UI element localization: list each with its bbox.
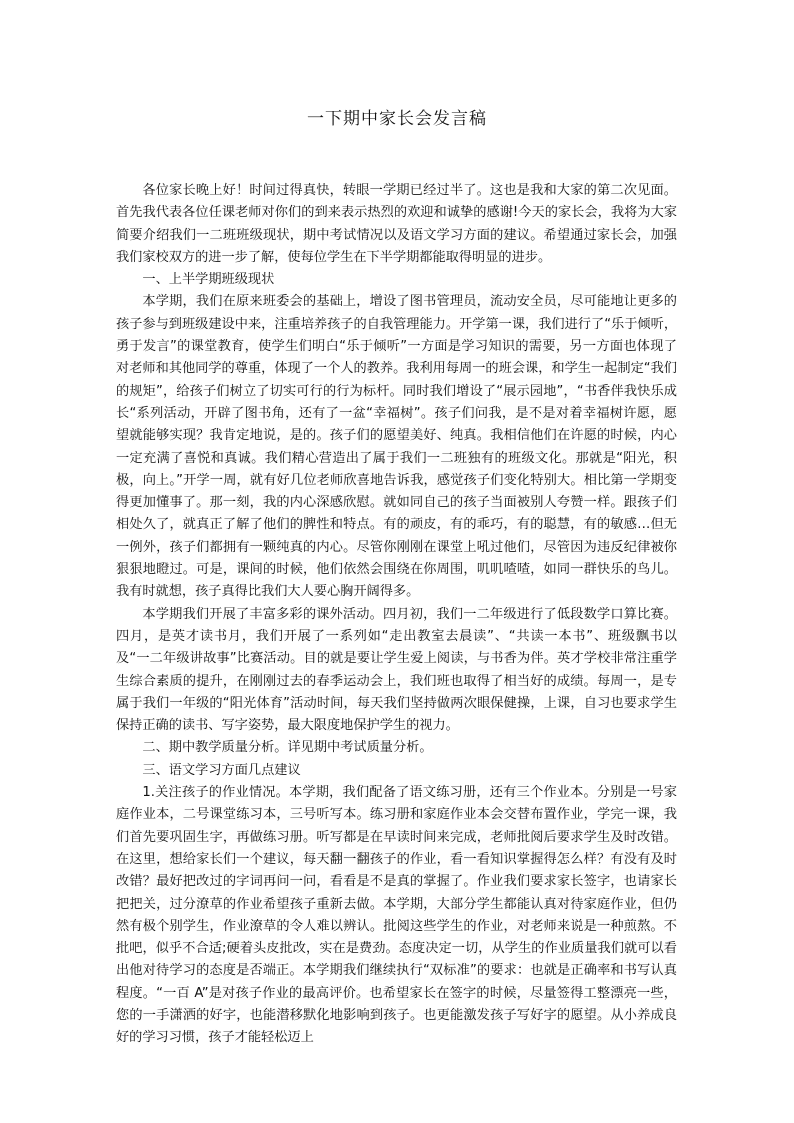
paragraph-greeting: 各位家长晚上好！时间过得真快，转眼一学期已经过半了。这也是我和大家的第二次见面。首先我代表各位任课老师对你们的到来表示热烈的欢迎和诚挚的感谢!今天的家长会，我将为大家简要介绍我们一二班班级现状，期中考试情况以及语文学习方面的建议。希望通过家长会，加强我们家校双方的进一步了解，使每位学生在下半学期都能取得明显的进步。 xyxy=(116,183,677,265)
paragraph-class-status: 本学期，我们在原来班委会的基础上，增设了图书管理员，流动安全员，尽可能地让更多的孩子参与到班级建设中来，注重培养孩子的自我管理能力。开学第一课，我们进行了“乐于倾听，勇于发言”的课堂教育，使学生们明白“乐于倾听”一方面是学习知识的需要，另一方面也体现了对老师和其他同学的尊重，体现了一个人的教养。我利用每周一的班会课，和学生一起制定“我们的规矩”，给孩子们树立了切实可行的行为标杆。同时我们增设了“展示园地”，“书香伴我快乐成长“系列活动，开辟了图书角，还有了一盆“幸福树”。孩子们问我，是不是对着幸福树许愿，愿望就能够实现？我肯定地说，是的。孩子们的愿望美好、纯真。我相信他们在许愿的时候，内心一定充满了喜悦和真诚。我们精心营造出了属于我们一二班独有的班级文化。那就是“阳光，积极，向上。”开学一周，就有好几位老师欣喜地告诉我，感觉孩子们变化特别大。相比第一学期变得更加懂事了。那一刻，我的内心深感欣慰。就如同自己的孩子当面被别人夸赞一样。跟孩子们相处久了，就真正了解了他们的脾性和特点。有的顽皮，有的乖巧，有的聪慧，有的敏感…但无一例外，孩子们都拥有一颗纯真的内心。尽管你刚刚在课堂上吼过他们，尽管因为违反纪律被你狠狠地瞪过。可是，课间的时候，他们依然会围绕在你周围，叽叽喳喳，如同一群快乐的鸟儿。我有时就想，孩子真得比我们大人要心胸开阔得多。 xyxy=(116,294,677,600)
section-heading-2: 二、期中教学质量分析。详见期中考试质量分析。 xyxy=(142,740,433,756)
document-title: 一下期中家长会发言稿 xyxy=(307,109,487,129)
section-heading-3: 三、语文学习方面几点建议 xyxy=(142,762,301,778)
paragraph-homework-advice: 1.关注孩子的作业情况。本学期，我们配备了语文练习册，还有三个作业本。分别是一号家庭作业本，二号课堂练习本，三号听写本。练习册和家庭作业本会交替布置作业，学完一课，我们首先要巩固生字，再做练习册。听写都是在早读时间来完成，老师批阅后要求学生及时改错。在这里，想给家长们一个建议，每天翻一翻孩子的作业，看一看知识掌握得怎么样？有没有及时改错？最好把改过的字词再问一问，看看是不是真的掌握了。作业我们要求家长签字，也请家长把把关，过分潦草的作业希望孩子重新去做。本学期，大部分学生都能认真对待家庭作业，但仍然有极个别学生，作业潦草的令人难以辨认。批阅这些学生的作业，对老师来说是一种煎熬。不批吧，似乎不合适;硬着头皮批改，实在是费劲。态度决定一切，从学生的作业质量我们就可以看出他对待学习的态度是否端正。本学期我们继续执行“双标准”的要求：也就是正确率和书写认真程度。“一百 A”是对孩子作业的最高评价。也希望家长在签字的时候，尽量签得工整漂亮一些，您的一手潇洒的好字，也能潜移默化地影响到孩子。也更能激发孩子写好字的愿望。从小养成良好的学习习惯，孩子才能轻松迈上 xyxy=(116,785,677,1046)
section-heading-1: 一、上半学期班级现状 xyxy=(142,272,275,288)
document-body xyxy=(116,180,677,1050)
paragraph-activities: 本学期我们开展了丰富多彩的课外活动。四月初，我们一二年级进行了低段数学口算比赛。四月，是英才读书月，我们开展了一系列如“走出教室去晨读”、“共读一本书”、班级飘书以及“一二年级讲故事”比赛活动。目的就是要让学生爱上阅读，与书香为伴。英才学校非常注重学生综合素质的提升，在刚刚过去的春季运动会上，我们班也取得了相当好的成绩。每周一，是专属于我们一年级的“阳光体育”活动时间，每天我们坚持做两次眼保健操，上课，自习也要求学生保持正确的读书、写字姿势，最大限度地保护学生的视力。 xyxy=(116,606,677,734)
